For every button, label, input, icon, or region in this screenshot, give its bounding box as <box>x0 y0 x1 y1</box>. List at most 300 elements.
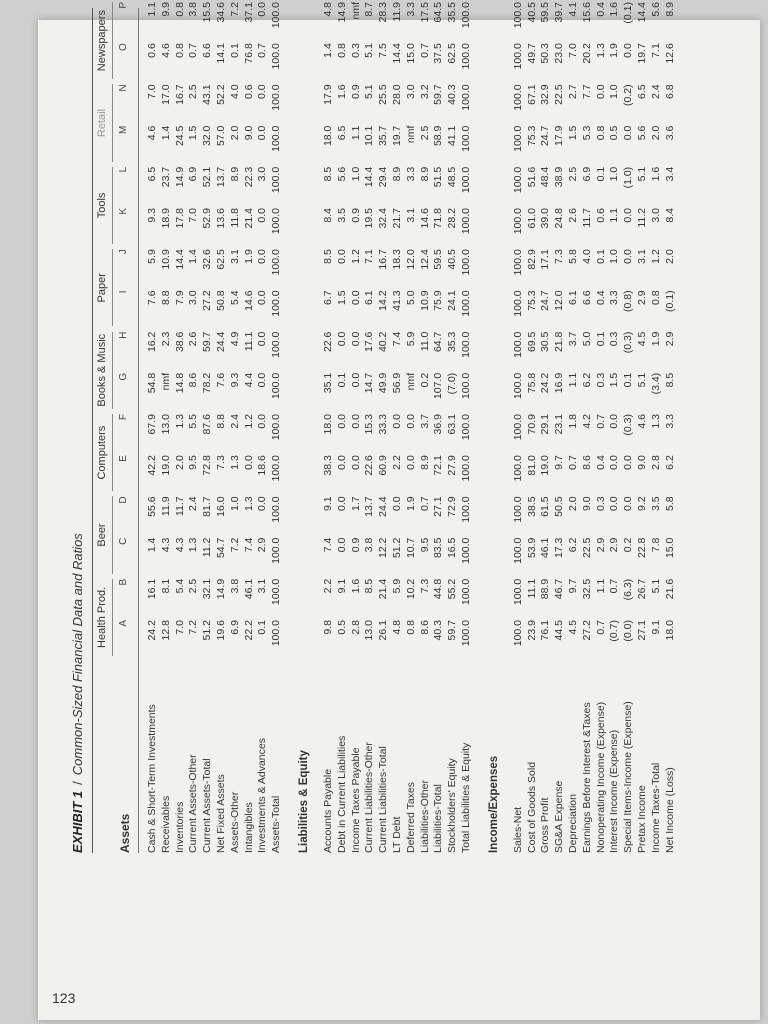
cell-value: 0.0 <box>404 414 417 429</box>
cell-value: 0.1 <box>228 43 241 58</box>
cell-value: (0.1) <box>622 2 635 24</box>
cell-value: 0.0 <box>622 208 635 223</box>
cell-value: (0.3) <box>622 414 635 436</box>
cell-value: 0.2 <box>418 372 431 388</box>
cell-value: 4.6 <box>146 125 158 141</box>
row-label: Earnings Before Interest &Taxes <box>580 702 593 853</box>
cell-value: 11.9 <box>159 496 172 517</box>
cell-value: 3.1 <box>228 249 241 264</box>
cell-value: 21.8 <box>553 331 566 353</box>
cell-value: 21.4 <box>242 208 255 229</box>
cell-value: 5.6 <box>649 2 662 17</box>
cell-value: 8.4 <box>663 208 676 223</box>
cell-value: 24.2 <box>146 620 158 641</box>
cell-value: 2.9 <box>256 537 269 553</box>
cell-value: 0.0 <box>256 2 269 17</box>
cell-value: 32.9 <box>539 84 552 105</box>
cell-value: 67.9 <box>146 414 158 435</box>
cell-value: 5.0 <box>404 290 417 306</box>
cell-value: 14.9 <box>173 166 186 188</box>
cell-value: 2.2 <box>391 455 403 470</box>
cell-value: 6.5 <box>636 84 648 100</box>
cell-value: 59.7 <box>201 331 214 353</box>
cell-value: 5.8 <box>663 496 676 512</box>
cell-value: 12.0 <box>553 290 566 311</box>
cell-value: 49.9 <box>377 372 390 394</box>
group-header <box>96 249 113 326</box>
cell-value: 5.9 <box>146 249 158 264</box>
column-header: D <box>118 496 129 504</box>
cell-value: 3.7 <box>567 331 579 347</box>
cell-value: 1.2 <box>242 414 255 429</box>
cell-value: 20.2 <box>580 43 593 64</box>
cell-value: 0.0 <box>349 414 362 429</box>
cell-value: 7.2 <box>228 2 241 17</box>
cell-value: 100.0 <box>270 620 283 647</box>
cell-value: 81.0 <box>525 455 538 476</box>
cell-value: 32.1 <box>201 578 214 600</box>
cell-value: 24.7 <box>539 290 552 311</box>
cell-value: 40.3 <box>432 620 445 641</box>
cell-value: 0.0 <box>622 125 635 141</box>
cell-value: 7.3 <box>215 455 227 470</box>
row-label: Nonoperating Income (Expense) <box>594 701 607 853</box>
cell-value: 33.3 <box>377 414 390 435</box>
cell-value: 2.4 <box>187 496 200 512</box>
cell-value: (7.0) <box>446 372 459 395</box>
cell-value: 38.9 <box>553 166 566 188</box>
cell-value: 0.1 <box>594 249 607 264</box>
cell-value: 1.7 <box>349 496 362 512</box>
cell-value: 2.0 <box>228 125 241 141</box>
cell-value: 14.2 <box>377 290 390 311</box>
cell-value: 1.4 <box>146 537 158 553</box>
cell-value: 9.1 <box>335 578 348 594</box>
cell-value: 1.9 <box>649 331 662 347</box>
cell-value: 78.2 <box>201 372 214 394</box>
cell-value: (6.3) <box>622 578 635 601</box>
cell-value: 28.0 <box>391 84 403 105</box>
group-underline <box>110 167 113 244</box>
cell-value: 12.6 <box>663 43 676 64</box>
top-rule <box>92 8 93 853</box>
row-label: Liabilities-Total <box>432 784 445 853</box>
column-header: A <box>118 620 129 627</box>
cell-value: 1.4 <box>159 125 172 141</box>
cell-value: 29.1 <box>539 414 552 435</box>
row-label: Accounts Payable <box>322 768 334 853</box>
cell-value: 76.1 <box>539 620 552 641</box>
cell-value: 100.0 <box>511 84 524 111</box>
cell-value: 46.1 <box>242 578 255 600</box>
column-header: L <box>118 166 129 173</box>
cell-value: 1.2 <box>349 249 362 264</box>
row-label: Current Liabilities-Total <box>377 746 390 853</box>
cell-value: 44.8 <box>432 578 445 600</box>
cell-value: 3.8 <box>363 537 376 553</box>
cell-value: 14.7 <box>363 372 376 394</box>
cell-value: 8.5 <box>322 249 334 264</box>
cell-value: 22.3 <box>242 166 255 188</box>
cell-value: 4.6 <box>636 414 648 429</box>
cell-value: 0.0 <box>256 125 269 141</box>
cell-value: 1.1 <box>349 125 362 141</box>
cell-value: 4.9 <box>228 331 241 347</box>
cell-value: 2.8 <box>349 620 362 635</box>
group-label: Books & Music <box>96 333 108 407</box>
cell-value: 16.9 <box>553 372 566 394</box>
row-label: Income Taxes Payable <box>349 747 362 853</box>
cell-value: 100.0 <box>270 290 283 317</box>
header-rule <box>138 8 139 853</box>
cell-value: (1.0) <box>622 166 635 189</box>
group-underline <box>110 332 113 409</box>
cell-value: 32.6 <box>201 249 214 270</box>
cell-value: 100.0 <box>270 125 283 152</box>
cell-value: 17.9 <box>322 84 334 105</box>
cell-value: 21.4 <box>377 578 390 600</box>
cell-value: 24.4 <box>377 496 390 517</box>
cell-value: 82.9 <box>525 249 538 270</box>
cell-value: 3.1 <box>256 578 269 594</box>
exhibit-separator: / <box>70 781 85 785</box>
cell-value: 7.3 <box>418 578 431 594</box>
cell-value: 0.0 <box>349 290 362 306</box>
column-header: C <box>118 537 129 545</box>
cell-value: 18.9 <box>159 208 172 229</box>
cell-value: 0.7 <box>256 43 269 58</box>
cell-value: 52.9 <box>201 208 214 229</box>
cell-value: 1.0 <box>608 84 621 100</box>
cell-value: 19.7 <box>391 125 403 147</box>
cell-value: nmf <box>349 2 362 20</box>
cell-value: 27.1 <box>432 496 445 517</box>
cell-value: 0.0 <box>622 43 635 58</box>
cell-value: 100.0 <box>460 166 472 194</box>
cell-value: 39.7 <box>553 2 566 23</box>
cell-value: 9.0 <box>242 125 255 141</box>
cell-value: 8.8 <box>215 414 227 429</box>
column-header: O <box>118 43 129 51</box>
cell-value: 22.6 <box>363 455 376 476</box>
cell-value: 0.0 <box>608 414 621 429</box>
cell-value: 0.3 <box>349 43 362 58</box>
cell-value: 1.3 <box>649 414 662 429</box>
cell-value: 5.6 <box>335 166 348 182</box>
cell-value: 11.7 <box>173 496 186 517</box>
cell-value: 0.5 <box>335 620 348 635</box>
cell-value: 1.6 <box>349 578 362 594</box>
column-header: I <box>118 290 129 294</box>
cell-value: 4.4 <box>242 372 255 388</box>
cell-value: 9.0 <box>580 496 593 512</box>
cell-value: (0.7) <box>608 620 621 642</box>
cell-value: 2.9 <box>594 537 607 553</box>
cell-value: 0.0 <box>404 455 417 470</box>
cell-value: 0.3 <box>594 372 607 388</box>
cell-value: 11.8 <box>228 208 241 228</box>
row-label: Stockholders' Equity <box>446 758 459 853</box>
cell-value: 8.1 <box>159 578 172 594</box>
column-header: K <box>118 208 129 215</box>
cell-value: 0.5 <box>608 125 621 141</box>
row-label: Deferred Taxes <box>404 781 417 853</box>
cell-value: 14.6 <box>242 290 255 311</box>
cell-value: 3.1 <box>404 208 417 223</box>
page-number: 123 <box>52 990 76 1006</box>
group-label: Retail <box>96 108 108 138</box>
cell-value: 61.0 <box>525 208 538 229</box>
cell-value: 6.9 <box>187 166 200 182</box>
row-label: Cost of Goods Sold <box>525 761 538 853</box>
cell-value: 4.5 <box>636 331 648 347</box>
cell-value: 0.0 <box>349 455 362 470</box>
book-page <box>38 2 760 1020</box>
cell-value: 2.7 <box>567 84 579 100</box>
cell-value: 2.5 <box>567 166 579 182</box>
cell-value: 11.2 <box>636 208 648 228</box>
group-underline <box>110 579 113 656</box>
cell-value: 0.4 <box>594 455 607 470</box>
cell-value: 1.6 <box>649 166 662 182</box>
cell-value: 6.2 <box>567 537 579 553</box>
cell-value: 6.2 <box>663 455 676 470</box>
cell-value: 88.9 <box>539 578 552 600</box>
cell-value: 4.1 <box>567 2 579 17</box>
cell-value: 23.1 <box>553 414 566 435</box>
row-label: Liabilities-Other <box>418 780 431 853</box>
cell-value: 8.5 <box>322 166 334 182</box>
cell-value: 15.3 <box>363 414 376 435</box>
cell-value: 5.1 <box>649 578 662 594</box>
cell-value: 0.7 <box>594 414 607 429</box>
cell-value: 9.2 <box>636 496 648 512</box>
cell-value: 8.8 <box>159 290 172 306</box>
cell-value: 0.0 <box>242 455 255 470</box>
row-label: Receivables <box>159 795 172 853</box>
cell-value: 100.0 <box>460 43 472 70</box>
cell-value: 14.4 <box>636 2 648 23</box>
cell-value: 1.1 <box>146 2 158 17</box>
cell-value: 3.0 <box>187 290 200 306</box>
cell-value: 7.8 <box>649 537 662 553</box>
row-label: Total Liabilities & Equity <box>460 742 472 853</box>
cell-value: 2.9 <box>663 331 676 347</box>
cell-value: 60.9 <box>377 455 390 476</box>
cell-value: 3.6 <box>663 125 676 141</box>
cell-value: 5.1 <box>363 84 376 100</box>
cell-value: 6.5 <box>335 125 348 141</box>
cell-value: 100.0 <box>270 537 283 564</box>
cell-value: 5.9 <box>404 331 417 347</box>
cell-value: 0.0 <box>349 331 362 347</box>
row-label: Gross Profit <box>539 797 552 853</box>
cell-value: 0.8 <box>173 43 186 58</box>
cell-value: 16.7 <box>173 84 186 105</box>
cell-value: 2.0 <box>649 125 662 141</box>
row-label: LT Debt <box>391 816 403 853</box>
cell-value: 17.0 <box>159 84 172 105</box>
cell-value: 64.5 <box>432 2 445 23</box>
cell-value: 27.1 <box>636 620 648 641</box>
cell-value: 46.7 <box>553 578 566 600</box>
cell-value: 2.3 <box>159 331 172 347</box>
rotated-exhibit <box>60 2 760 865</box>
cell-value: 46.1 <box>539 537 552 559</box>
cell-value: 100.0 <box>511 290 524 317</box>
column-header: F <box>118 414 129 421</box>
cell-value: 70.9 <box>525 414 538 435</box>
cell-value: 100.0 <box>460 620 472 647</box>
cell-value: 41.1 <box>446 125 459 147</box>
cell-value: 42.2 <box>146 455 158 476</box>
cell-value: 0.8 <box>173 2 186 17</box>
cell-value: 53.9 <box>525 537 538 559</box>
cell-value: 100.0 <box>460 414 472 441</box>
cell-value: 0.0 <box>335 496 348 512</box>
cell-value: 1.8 <box>567 414 579 429</box>
cell-value: 17.9 <box>553 125 566 147</box>
group-underline <box>110 84 113 161</box>
cell-value: 9.1 <box>322 496 334 512</box>
cell-value: 3.0 <box>649 208 662 223</box>
row-label: Net Fixed Assets <box>215 774 227 853</box>
cell-value: 1.0 <box>228 496 241 512</box>
cell-value: 37.5 <box>432 43 445 64</box>
row-label: Assets-Other <box>228 791 241 853</box>
cell-value: 19.5 <box>363 208 376 229</box>
cell-value: 1.9 <box>608 43 621 58</box>
cell-value: 5.5 <box>187 414 200 429</box>
cell-value: 5.1 <box>363 43 376 58</box>
cell-value: 100.0 <box>511 2 524 29</box>
cell-value: (0.0) <box>622 620 635 642</box>
cell-value: 7.0 <box>173 620 186 635</box>
cell-value: 0.6 <box>594 208 607 223</box>
cell-value: 0.6 <box>146 43 158 58</box>
cell-value: 18.0 <box>322 414 334 435</box>
cell-value: nmf <box>404 372 417 391</box>
cell-value: 2.6 <box>187 331 200 347</box>
cell-value: 3.8 <box>187 2 200 17</box>
cell-value: 35.5 <box>446 2 459 23</box>
cell-value: 100.0 <box>460 455 472 482</box>
group-label: Tools <box>96 192 108 219</box>
cell-value: 0.9 <box>349 84 362 100</box>
cell-value: 7.0 <box>567 43 579 58</box>
cell-value: 18.0 <box>322 125 334 147</box>
cell-value: 5.6 <box>636 125 648 141</box>
group-header <box>96 84 113 161</box>
cell-value: 4.2 <box>580 414 593 429</box>
cell-value: 0.4 <box>594 290 607 306</box>
cell-value: 100.0 <box>511 578 524 606</box>
cell-value: 5.1 <box>636 166 648 182</box>
cell-value: 0.0 <box>256 84 269 100</box>
cell-value: 5.4 <box>228 290 241 306</box>
cell-value: 107.0 <box>432 372 445 400</box>
cell-value: 39.0 <box>539 208 552 229</box>
cell-value: 22.5 <box>580 537 593 559</box>
cell-value: 26.1 <box>377 620 390 641</box>
cell-value: 28.2 <box>446 208 459 229</box>
cell-value: 12.0 <box>404 249 417 270</box>
cell-value: 9.7 <box>567 578 579 594</box>
cell-value: 62.5 <box>215 249 227 270</box>
cell-value: 9.3 <box>228 372 241 388</box>
row-label: Special Items-Income (Expense) <box>622 701 635 853</box>
cell-value: 13.7 <box>363 496 376 517</box>
cell-value: 19.0 <box>159 455 172 476</box>
cell-value: 32.5 <box>580 578 593 600</box>
assets-header: Assets <box>118 813 132 853</box>
cell-value: (0.3) <box>622 331 635 354</box>
cell-value: 32.0 <box>201 125 214 147</box>
cell-value: 2.9 <box>636 290 648 306</box>
cell-value: 30.5 <box>539 331 552 353</box>
cell-value: 0.0 <box>256 290 269 306</box>
cell-value: 40.2 <box>377 331 390 353</box>
cell-value: 32.4 <box>377 208 390 229</box>
cell-value: 8.9 <box>391 166 403 182</box>
cell-value: 7.9 <box>173 290 186 306</box>
cell-value: 100.0 <box>270 455 283 482</box>
cell-value: 6.6 <box>580 290 593 306</box>
cell-value: 11.7 <box>580 208 593 228</box>
cell-value: 0.7 <box>187 43 200 58</box>
column-header: B <box>118 578 129 586</box>
cell-value: 11.2 <box>201 537 214 558</box>
cell-value: 8.6 <box>580 455 593 470</box>
cell-value: 0.1 <box>594 331 607 347</box>
cell-value: 23.0 <box>553 43 566 64</box>
cell-value: 100.0 <box>270 372 283 400</box>
cell-value: 0.7 <box>608 578 621 594</box>
cell-value: 83.5 <box>432 537 445 559</box>
cell-value: 27.2 <box>201 290 214 311</box>
cell-value: 35.7 <box>377 125 390 147</box>
cell-value: 51.2 <box>201 620 214 641</box>
cell-value: 8.9 <box>663 2 676 17</box>
row-label: Intangibles <box>242 802 255 853</box>
cell-value: 7.0 <box>187 208 200 223</box>
cell-value: 3.3 <box>663 414 676 429</box>
cell-value: 3.5 <box>649 496 662 512</box>
group-label: Health Prod. <box>96 586 108 648</box>
cell-value: 6.6 <box>201 43 214 58</box>
cell-value: 1.6 <box>608 2 621 17</box>
cell-value: 2.0 <box>173 455 186 470</box>
row-label: Current Assets-Total <box>201 758 214 853</box>
cell-value: 9.0 <box>636 455 648 470</box>
cell-value: 100.0 <box>511 208 524 235</box>
cell-value: 7.4 <box>242 537 255 553</box>
cell-value: 5.0 <box>580 331 593 347</box>
exhibit-number: EXHIBIT 1 <box>70 790 85 853</box>
cell-value: 0.0 <box>391 496 403 512</box>
cell-value: 0.0 <box>335 537 348 553</box>
cell-value: 6.8 <box>663 84 676 100</box>
cell-value: 1.9 <box>404 496 417 512</box>
cell-value: 7.1 <box>363 249 376 264</box>
cell-value: 17.6 <box>363 331 376 353</box>
cell-value: 14.4 <box>363 166 376 188</box>
cell-value: 100.0 <box>460 2 472 29</box>
cell-value: 1.0 <box>608 166 621 182</box>
cell-value: 35.3 <box>446 331 459 353</box>
cell-value: 3.3 <box>404 2 417 17</box>
cell-value: 4.8 <box>322 2 334 17</box>
